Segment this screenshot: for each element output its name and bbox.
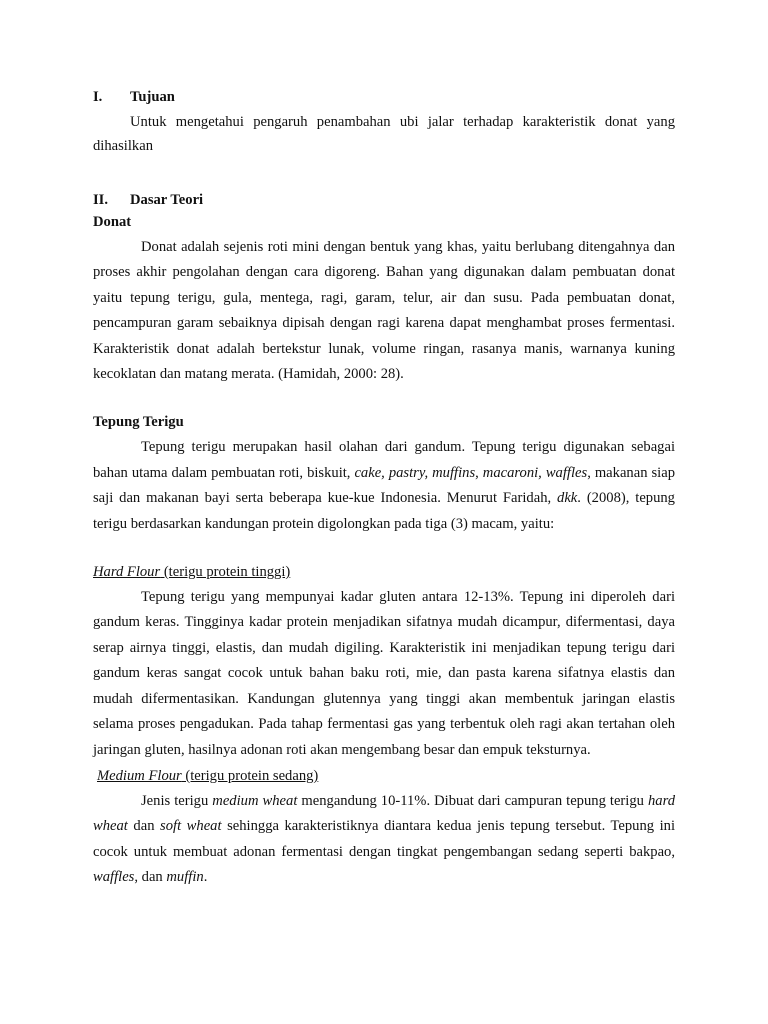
subheading-medium-flour: Medium Flour (terigu protein sedang) (97, 767, 319, 784)
subheading-hard-flour: Hard Flour (terigu protein tinggi) (93, 564, 291, 581)
section-heading-dasar-teori (93, 189, 675, 211)
section-title: Tujuan (130, 89, 175, 105)
section-number: II. (93, 192, 109, 208)
donat-paragraph: Donat adalah sejenis roti mini dengan bentuk yang khas, yaitu berlubang ditengahnya dan proses akhir pengolahan dengan cara digoreng. Bahan yang digunakan dalam pembuatan donat yaitu tepung terigu, gula, mentega, ragi, garam, telur, air dan susu. Pada pembuatan donat, pencampuran garam sebaiknya dipisah dengan ragi karena dapat menghambat proses fermentasi. Karakteristik donat adalah bertekstur lunak, volume ringan, rasanya manis, warnanya kuning kecoklatan dan matang merata. (Hamidah, 2000: 28). (93, 239, 675, 383)
tepung-paragraph: Tepung terigu merupakan hasil olahan dari gandum. Tepung terigu digunakan sebagai bahan utama dalam pembuatan roti, biskuit, cake, pastry, muffins, macaroni, waffles, makanan siap saji dan makanan bayi serta beberapa kue-kue Indonesia. Menurut Faridah, dkk. (2008), tepung terigu berdasarkan kandungan protein digolongkan pada tiga (3) macam, yaitu: (93, 439, 676, 532)
subheading-tepung-terigu: Tepung Terigu (93, 414, 184, 431)
section-number: I. (93, 89, 103, 105)
section-title: Dasar Teori (130, 192, 204, 208)
section-heading-tujuan (93, 86, 675, 108)
hard-flour-paragraph: Tepung terigu yang mempunyai kadar gluten antara 12-13%. Tepung ini diperoleh dari gandum keras. Tingginya kadar protein menjadikan sifatnya mudah dicampur, difermentasi, daya serap airnya tinggi, elastis, dan mudah digiling. Karakteristik ini menjadikan tepung terigu dari gandum keras sangat cocok untuk bahan baku roti, mie, dan pasta karena sifatnya elastis dan mudah difermentasikan. Kandungan glutennya yang tinggi akan membentuk jaringan elastis selama proses pengadukan. Pada tahap fermentasi gas yang terbentuk oleh ragi akan tertahan oleh jaringan gluten, hasilnya adonan roti akan mengembang besar dan empuk teksturnya. (93, 589, 675, 758)
page-content (93, 86, 675, 891)
medium-flour-paragraph: Jenis terigu medium wheat mengandung 10-11%. Dibuat dari campuran tepung terigu hard wheat dan soft wheat sehingga karakteristiknya diantara kedua jenis tepung tersebut. Tepung ini cocok untuk membuat adonan fermentasi dengan tingkat pengembangan sedang seperti bakpao, waffles, dan muffin. (93, 792, 676, 886)
tujuan-paragraph: Untuk mengetahui pengaruh penambahan ubi jalar terhadap karakteristik donat yang dihasilkan (93, 114, 675, 154)
subheading-donat: Donat (93, 214, 132, 230)
